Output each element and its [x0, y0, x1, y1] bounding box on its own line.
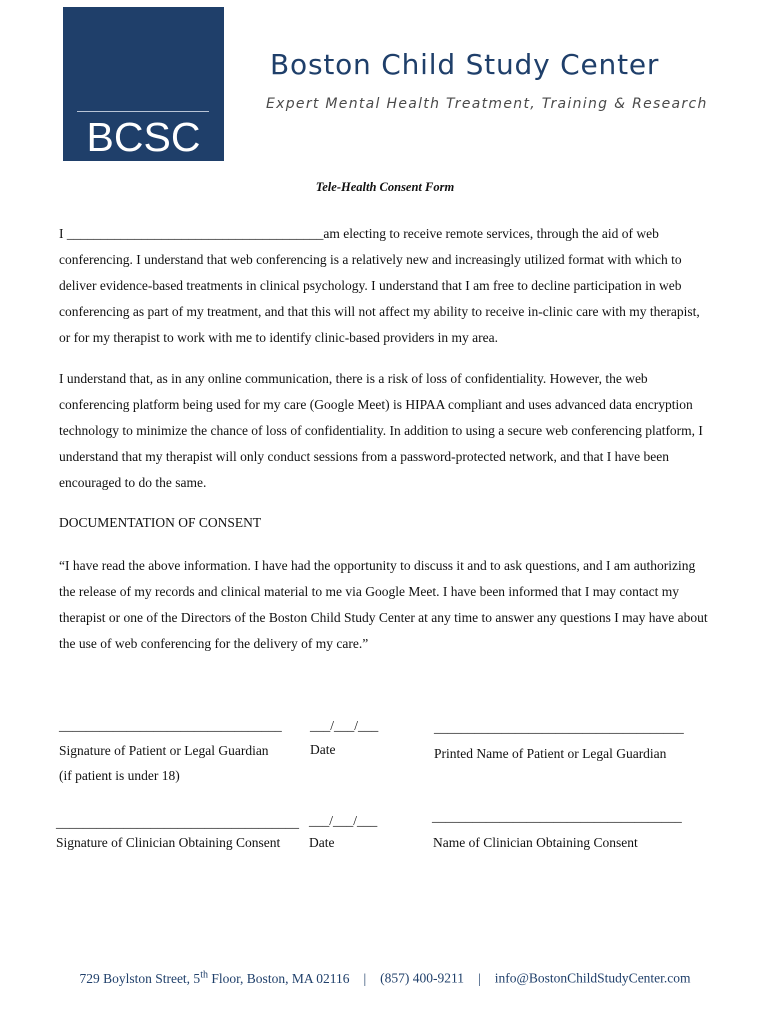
footer-email[interactable]: info@BostonChildStudyCenter.com — [494, 970, 691, 986]
address-floor-suffix: th — [200, 969, 208, 980]
patient-printed-name-line[interactable]: _____________________________________ — [434, 720, 684, 735]
footer-separator-2: | — [478, 970, 481, 986]
patient-date-label: Date — [310, 742, 336, 757]
clinician-name-line[interactable]: _____________________________________ — [432, 809, 682, 824]
patient-signature-label: Signature of Patient or Legal Guardian — [59, 743, 269, 758]
logo-text: BCSC — [86, 114, 201, 160]
confidentiality-paragraph: I understand that, as in any online communication, there is a risk of loss of confidentiality. However, the web conferencing platform being used for my care (Google Meet) is HIPAA compliant and uses advanced data encryption technology to minimize the chance of loss of confidentiality. In addition to using a secure web conferencing platform, I understand that my therapist will only conduct sessions from a password-protected network, and that I have been encouraged to do the same. — [59, 371, 703, 490]
patient-signature-line[interactable]: _________________________________ — [59, 718, 282, 733]
address-street: 729 Boylston Street, 5 — [79, 970, 201, 986]
clinician-signature-label: Signature of Clinician Obtaining Consent — [56, 835, 281, 850]
footer-contact — [0, 969, 770, 987]
patient-printed-name-label: Printed Name of Patient or Legal Guardian — [434, 746, 667, 761]
address-city: Floor, Boston, MA 02116 — [207, 970, 350, 986]
logo-divider — [77, 111, 209, 112]
footer-address — [79, 971, 349, 986]
clinician-date-label: Date — [309, 835, 335, 850]
footer-phone[interactable]: (857) 400-9211 — [380, 970, 465, 986]
organization-name: Boston Child Study Center — [270, 48, 660, 81]
clinician-date-line[interactable]: ___/___/___ — [309, 813, 378, 828]
patient-name-blank[interactable]: ______________________________________ — [66, 226, 324, 241]
patient-signature-sublabel: (if patient is under 18) — [59, 768, 180, 783]
bcsc-logo — [63, 7, 224, 161]
documentation-heading: DOCUMENTATION OF CONSENT — [59, 515, 262, 530]
clinician-name-label: Name of Clinician Obtaining Consent — [433, 835, 638, 850]
intro-prefix: I — [59, 226, 67, 241]
consent-statement: “I have read the above information. I have had the opportunity to discuss it and to ask questions, and I am authorizing the release of my records and clinical material to me via Google Meet. I have been informed that I may contact my therapist or one of the Directors of the Boston Child Study Center at any time to answer any questions I may have about the use of web conferencing for the delivery of my care.” — [59, 558, 708, 651]
organization-tagline: Expert Mental Health Treatment, Training & Research — [266, 96, 708, 112]
clinician-signature-line[interactable]: ____________________________________ — [56, 815, 299, 830]
form-title: Tele-Health Consent Form — [315, 180, 455, 194]
intro-paragraph — [59, 221, 709, 351]
patient-date-line[interactable]: ___/___/___ — [310, 718, 379, 733]
intro-text: am electing to receive remote services, through the aid of web conferencing. I understand that web conferencing is a relatively new and increasingly utilized format with which to deliver evidence-based treatments in clinical psychology. I understand that I am free to decline participation in web conferencing as part of my treatment, and that this will not affect my ability to receive in-clinic care with my therapist, or for my therapist to work with me to identify clinic-based providers in my area. — [59, 226, 700, 345]
footer-separator-1: | — [363, 970, 367, 986]
